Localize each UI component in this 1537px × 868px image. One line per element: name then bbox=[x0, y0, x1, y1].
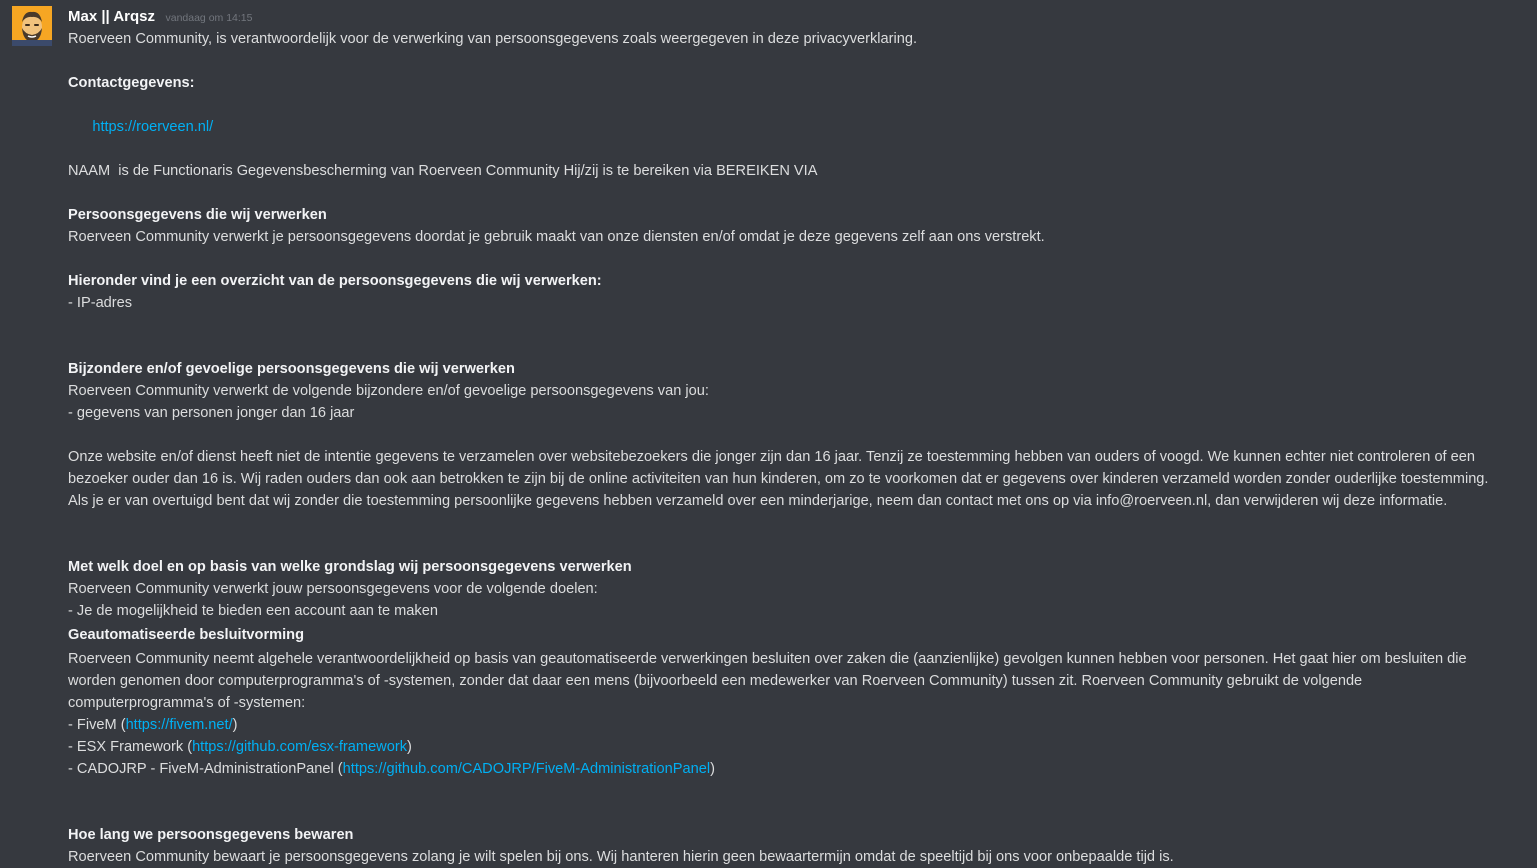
minors-text-line: Als je er van overtuigd bent dat wij zonder die toestemming persoonlijke gegevens hebben verzameld over een minderjarige, neem dan contact met ons op via info@roerveen.nl, dan verwijderen wij deze informatie. bbox=[68, 493, 1448, 509]
blank-line bbox=[68, 802, 1523, 824]
blank-line bbox=[68, 424, 1523, 446]
contact-link-line bbox=[68, 94, 1523, 160]
minors-text-line: bezoeker ouder dan 16 is. Wij raden ouders dan ook aan betrokken te zijn bij de online activiteiten van hun kinderen, om zo te voorkomen dat er gegevens over kinderen verzameld worden zonder ouderlijke toestemming. bbox=[68, 471, 1489, 487]
retention-heading: Hoe lang we persoonsgegevens bewaren bbox=[68, 827, 354, 843]
blank-line bbox=[68, 780, 1523, 802]
program-list-item bbox=[68, 714, 1523, 736]
blank-line bbox=[68, 336, 1523, 358]
esx-framework-link[interactable]: https://github.com/esx-framework bbox=[192, 739, 407, 755]
intro-text: Roerveen Community, is verantwoordelijk voor de verwerking van persoonsgegevens zoals weergegeven in deze privacyverklaring. bbox=[68, 31, 918, 47]
special-item: - gegevens van personen jonger dan 16 jaar bbox=[68, 405, 355, 421]
program-suffix: ) bbox=[710, 761, 715, 777]
blank-line bbox=[68, 182, 1523, 204]
bearded-man-avatar-icon bbox=[12, 6, 52, 46]
minors-text-line: Onze website en/of dienst heeft niet de intentie gegevens te verzamelen over websitebezoekers die jonger zijn dan 16 jaar. Tenzij ze toestemming hebben van ouders of voogd. We kunnen echter niet controleren of een bbox=[68, 449, 1476, 465]
purpose-text: Roerveen Community verwerkt jouw persoonsgegevens voor de volgende doelen: bbox=[68, 581, 598, 597]
blank-line bbox=[68, 50, 1523, 72]
purpose-heading: Met welk doel en op basis van welke grondslag wij persoonsgegevens verwerken bbox=[68, 559, 632, 575]
officer-text: NAAM is de Functionaris Gegevensbescherming van Roerveen Community Hij/zij is te bereiken via BEREIKEN VIA bbox=[68, 163, 818, 179]
program-label: - ESX Framework ( bbox=[68, 739, 193, 755]
program-label: - FiveM ( bbox=[68, 717, 126, 733]
program-list-item bbox=[68, 736, 1523, 758]
website-link[interactable]: https://roerveen.nl/ bbox=[92, 119, 214, 135]
program-suffix: ) bbox=[407, 739, 412, 755]
author-name[interactable]: Max || Arqsz bbox=[68, 8, 156, 25]
message-timestamp: vandaag om 14:15 bbox=[165, 12, 253, 24]
overview-heading: Hieronder vind je een overzicht van de persoonsgegevens die wij verwerken: bbox=[68, 273, 602, 289]
program-label: - CADOJRP - FiveM-AdministrationPanel ( bbox=[68, 761, 343, 777]
automated-heading: Geautomatiseerde besluitvorming bbox=[68, 627, 304, 643]
overview-item: - IP-adres bbox=[68, 295, 133, 311]
avatar[interactable] bbox=[12, 6, 52, 46]
message-header bbox=[68, 6, 1523, 28]
automated-text-line: Roerveen Community neemt algehele verantwoordelijkheid op basis van geautomatiseerde verwerkingen besluiten over zaken die (aanzienlijke) gevolgen kunnen hebben voor personen. Het gaat hier om besluiten die bbox=[68, 651, 1467, 667]
message-content bbox=[68, 6, 1523, 868]
fivem-link[interactable]: https://fivem.net/ bbox=[125, 717, 233, 733]
retention-text: Roerveen Community bewaart je persoonsgegevens zolang je wilt spelen bij ons. Wij hanteren hierin geen bewaartermijn omdat de speeltijd bij ons voor onbepaalde tijd is. bbox=[68, 849, 1174, 865]
special-heading: Bijzondere en/of gevoelige persoonsgegevens die wij verwerken bbox=[68, 361, 515, 377]
automated-text-line: worden genomen door computerprogramma's of -systemen, zonder dat daar een mens (bijvoorbeeld een medewerker van Roerveen Community) tussen zit. Roerveen Community gebruikt de volgende bbox=[68, 673, 1363, 689]
automated-text-line: computerprogramma's of -systemen: bbox=[68, 695, 306, 711]
contact-heading: Contactgegevens: bbox=[68, 75, 195, 91]
program-list-item bbox=[68, 758, 1523, 780]
admin-panel-link[interactable]: https://github.com/CADOJRP/FiveM-AdministrationPanel bbox=[342, 761, 711, 777]
blank-line bbox=[68, 512, 1523, 534]
purpose-item: - Je de mogelijkheid te bieden een account aan te maken bbox=[68, 603, 438, 619]
blank-line bbox=[68, 248, 1523, 270]
program-suffix: ) bbox=[232, 717, 238, 733]
processing-heading: Persoonsgegevens die wij verwerken bbox=[68, 207, 327, 223]
blank-line bbox=[68, 534, 1523, 556]
special-text: Roerveen Community verwerkt de volgende bijzondere en/of gevoelige persoonsgegevens van jou: bbox=[68, 383, 709, 399]
blank-line bbox=[68, 314, 1523, 336]
processing-text: Roerveen Community verwerkt je persoonsgegevens doordat je gebruik maakt van onze diensten en/of omdat je deze gegevens zelf aan ons verstrekt. bbox=[68, 229, 1045, 245]
